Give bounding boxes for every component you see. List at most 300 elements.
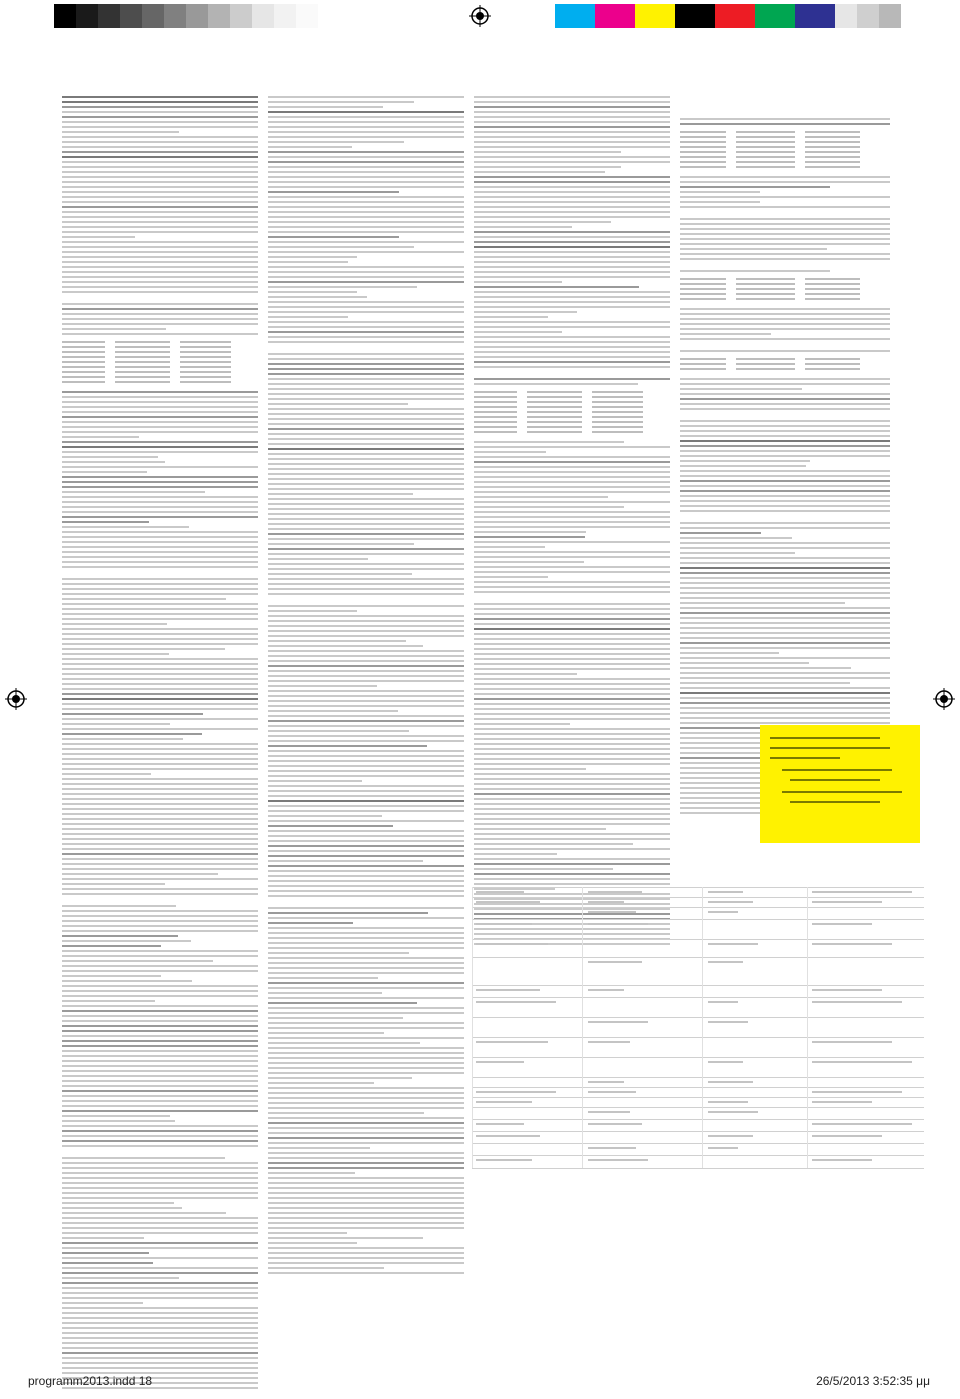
text-line [474, 191, 670, 193]
text-line [268, 855, 464, 857]
text-line [62, 960, 213, 962]
text-line [474, 873, 670, 875]
inline-table-row [62, 351, 258, 353]
text-line [474, 668, 670, 670]
text-line [62, 308, 258, 310]
text-line [474, 378, 670, 380]
text-line [268, 800, 464, 802]
table-cell-text [476, 1159, 532, 1161]
text-line [680, 186, 830, 188]
text-line [268, 548, 464, 550]
text-line [268, 336, 464, 338]
text-line [474, 161, 670, 163]
inline-table-row [680, 288, 890, 290]
text-line [62, 318, 258, 320]
text-line [680, 662, 809, 664]
text-line [680, 465, 806, 467]
text-line [268, 266, 464, 268]
text-line [62, 1005, 258, 1007]
text-line [268, 568, 464, 570]
inline-table-cell [736, 166, 795, 168]
table-cell-text [476, 1041, 548, 1043]
text-line [268, 463, 464, 465]
inline-table-cell [592, 411, 643, 413]
text-line [62, 1025, 258, 1027]
text-column-4 [680, 118, 890, 817]
text-line [62, 491, 205, 493]
text-line [268, 341, 464, 343]
text-line [474, 653, 670, 655]
inline-table-cell [592, 421, 643, 423]
text-line [62, 1162, 258, 1164]
table-cell-text [588, 911, 636, 913]
inline-table-cell [680, 293, 726, 295]
inline-table-cell [115, 346, 170, 348]
text-line [268, 458, 464, 460]
inline-table-row [474, 431, 670, 433]
text-line [680, 328, 890, 330]
text-line [474, 206, 670, 208]
text-line [62, 186, 258, 188]
text-line [62, 561, 258, 563]
text-line [268, 241, 464, 243]
inline-table-cell [680, 298, 726, 300]
text-line [268, 161, 464, 163]
inline-table-cell [474, 396, 517, 398]
text-line [62, 878, 258, 880]
text-line [62, 613, 258, 615]
text-line [62, 401, 258, 403]
text-line [62, 1115, 170, 1117]
table-cell-text [588, 1021, 648, 1023]
table-cell-text [812, 1101, 872, 1103]
text-line [268, 1162, 464, 1164]
inline-table-row [680, 363, 890, 365]
text-line [268, 1232, 347, 1234]
text-line [268, 825, 393, 827]
text-line [62, 201, 258, 203]
text-line [62, 935, 178, 937]
text-line [680, 562, 890, 564]
text-line [268, 1012, 464, 1014]
paragraph-gap [680, 343, 890, 350]
text-line [268, 231, 464, 233]
text-line [62, 236, 135, 238]
text-line [474, 788, 670, 790]
table-cell-text [708, 943, 758, 945]
text-line [268, 810, 464, 812]
text-line [474, 181, 670, 183]
text-line [62, 663, 258, 665]
notice-text-line [790, 779, 880, 781]
inline-table-row [474, 391, 670, 393]
text-line [268, 760, 464, 762]
text-line [62, 915, 258, 917]
text-line [680, 270, 830, 272]
table-cell-text [476, 891, 524, 893]
text-line [474, 216, 670, 218]
color-swatch [555, 4, 595, 28]
text-line [680, 582, 890, 584]
text-line [268, 815, 382, 817]
text-line [680, 637, 890, 639]
text-line [62, 566, 258, 568]
text-line [474, 713, 670, 715]
text-line [62, 1327, 258, 1329]
text-line [680, 622, 890, 624]
inline-table-row [62, 361, 258, 363]
color-swatch [120, 4, 142, 28]
text-line [62, 1227, 258, 1229]
text-line [268, 740, 464, 742]
text-line [62, 1182, 258, 1184]
text-line [268, 508, 464, 510]
text-line [268, 860, 423, 862]
text-line [268, 423, 464, 425]
text-line [680, 475, 890, 477]
text-line [62, 693, 258, 695]
table-cell-text [812, 1123, 912, 1125]
text-line [474, 723, 570, 725]
text-line [474, 823, 670, 825]
text-line [62, 1247, 258, 1249]
text-line [62, 1095, 258, 1097]
text-line [474, 521, 670, 523]
paragraph-gap [474, 371, 670, 378]
inline-table-cell [680, 368, 726, 370]
text-line [62, 1187, 258, 1189]
notice-text-line [790, 801, 880, 803]
inline-table-cell [527, 406, 582, 408]
text-line [62, 723, 170, 725]
text-line [62, 333, 258, 335]
color-swatch [835, 4, 857, 28]
text-line [268, 1172, 355, 1174]
inline-table-cell [680, 288, 726, 290]
text-line [62, 1120, 175, 1122]
text-line [268, 1087, 464, 1089]
table-cell-text [812, 923, 872, 925]
text-line [268, 912, 428, 914]
text-line [268, 947, 464, 949]
text-line [62, 471, 147, 473]
text-line [62, 955, 258, 957]
text-line [62, 511, 258, 513]
text-line [268, 695, 464, 697]
notice-text-line [770, 747, 890, 749]
text-line [62, 536, 258, 538]
text-line [62, 1140, 258, 1142]
inline-table-cell [736, 156, 795, 158]
text-line [474, 783, 670, 785]
text-line [268, 922, 353, 924]
text-line [62, 1135, 258, 1137]
color-swatch [76, 4, 98, 28]
text-line [680, 196, 890, 198]
inline-table-row [474, 401, 670, 403]
text-line [268, 665, 464, 667]
text-line [474, 441, 624, 443]
text-line [680, 647, 890, 649]
inline-table-cell [805, 293, 860, 295]
text-line [62, 1242, 258, 1244]
text-line [268, 805, 464, 807]
text-line [474, 236, 670, 238]
inline-table-cell [115, 361, 170, 363]
text-line [268, 890, 464, 892]
text-line [268, 418, 464, 420]
inline-table-row [680, 146, 890, 148]
text-line [474, 608, 670, 610]
table-cell-text [476, 989, 540, 991]
text-line [680, 206, 890, 208]
text-line [680, 617, 890, 619]
text-line [62, 718, 258, 720]
text-line [680, 612, 890, 614]
table-cell-text [812, 1061, 912, 1063]
text-line [268, 962, 464, 964]
color-swatch [54, 4, 76, 28]
text-line [62, 905, 176, 907]
text-line [62, 396, 258, 398]
text-line [474, 511, 670, 513]
text-line [474, 858, 670, 860]
text-line [268, 620, 464, 622]
text-line [62, 281, 258, 283]
text-line [268, 201, 464, 203]
inline-table-cell [527, 411, 582, 413]
registration-mark-left [5, 688, 27, 710]
text-column-3 [474, 96, 670, 948]
text-line [268, 428, 464, 430]
inline-table-cell [680, 358, 726, 360]
text-line [62, 221, 258, 223]
text-line [268, 453, 464, 455]
table-row-rule [472, 1077, 924, 1078]
text-line [680, 435, 890, 437]
text-line [268, 1022, 464, 1024]
inline-table-row [680, 166, 890, 168]
text-line [474, 196, 670, 198]
inline-table-cell [115, 381, 170, 383]
inline-table-row [62, 341, 258, 343]
text-line [474, 808, 670, 810]
text-line [62, 106, 258, 108]
text-line [268, 640, 406, 642]
text-line [62, 1342, 258, 1344]
text-line [268, 373, 464, 375]
text-line [268, 326, 464, 328]
text-line [680, 233, 890, 235]
text-line [268, 281, 464, 283]
text-line [474, 151, 621, 153]
text-line [62, 181, 258, 183]
text-line [62, 1322, 258, 1324]
text-line [474, 356, 670, 358]
text-line [62, 266, 258, 268]
text-line [268, 1252, 464, 1254]
inline-table-cell [62, 361, 105, 363]
inline-table-cell [527, 426, 582, 428]
text-line [268, 927, 464, 929]
text-line [62, 141, 258, 143]
text-line [62, 516, 258, 518]
text-line [474, 531, 586, 533]
text-line [474, 221, 611, 223]
text-line [474, 106, 670, 108]
text-line [268, 655, 464, 657]
text-line [62, 1145, 258, 1147]
text-line [62, 1157, 225, 1159]
inline-table-cell [474, 416, 517, 418]
text-line [268, 1067, 464, 1069]
text-line [680, 697, 890, 699]
text-line [62, 658, 258, 660]
text-line [268, 296, 367, 298]
text-line [680, 383, 890, 385]
text-line [62, 271, 258, 273]
text-line [474, 718, 670, 720]
table-cell-text [588, 923, 648, 925]
text-line [62, 1287, 258, 1289]
inline-table-row [474, 421, 670, 423]
text-line [680, 318, 890, 320]
inline-table-cell [62, 356, 105, 358]
inline-table-cell [680, 283, 726, 285]
text-line [268, 1237, 423, 1239]
text-line [62, 1297, 258, 1299]
inline-table-cell [805, 151, 860, 153]
text-line [62, 1085, 258, 1087]
color-swatch [879, 4, 901, 28]
paragraph-gap [62, 1150, 258, 1157]
color-swatch [857, 4, 879, 28]
text-line [268, 1197, 464, 1199]
text-line [474, 456, 670, 458]
text-line [680, 547, 890, 549]
text-line [474, 211, 670, 213]
text-line [268, 543, 414, 545]
text-line [62, 323, 258, 325]
slug-timestamp: 26/5/2013 3:52:35 μμ [816, 1374, 930, 1388]
inline-table-cell [736, 131, 795, 133]
text-line [268, 1007, 464, 1009]
text-line [268, 907, 464, 909]
table-row-rule [472, 997, 924, 998]
text-line [268, 615, 464, 617]
inline-table-row [62, 366, 258, 368]
text-line [680, 572, 890, 574]
inline-table-cell [805, 283, 860, 285]
inline-table-cell [62, 341, 105, 343]
text-line [268, 1177, 464, 1179]
text-line [474, 266, 670, 268]
text-line [268, 181, 464, 183]
text-line [268, 206, 464, 208]
text-line [62, 828, 258, 830]
text-line [474, 556, 670, 558]
table-cell-text [812, 1135, 882, 1137]
color-swatch [164, 4, 186, 28]
inline-table-cell [474, 401, 517, 403]
text-line [62, 863, 258, 865]
text-column-2 [268, 96, 464, 1277]
text-line [474, 868, 613, 870]
table-cell-text [588, 1111, 630, 1113]
text-line [62, 1367, 258, 1369]
text-line [680, 652, 779, 654]
text-line [268, 1107, 464, 1109]
text-line [62, 246, 258, 248]
text-line [268, 1132, 464, 1134]
text-line [268, 363, 464, 365]
text-line [680, 455, 890, 457]
text-line [62, 416, 258, 418]
text-line [268, 710, 398, 712]
text-line [268, 1267, 384, 1269]
table-cell-text [476, 1135, 540, 1137]
text-line [474, 683, 670, 685]
text-line [268, 473, 464, 475]
text-line [680, 378, 890, 380]
text-line [62, 578, 258, 580]
inline-table-cell [180, 381, 231, 383]
text-line [268, 1147, 370, 1149]
table-row-rule [472, 1107, 924, 1108]
text-line [680, 388, 802, 390]
text-line [474, 156, 670, 158]
inline-table-cell [180, 376, 231, 378]
paragraph-gap [62, 571, 258, 578]
text-line [62, 608, 258, 610]
text-line [268, 987, 464, 989]
text-line [62, 843, 258, 845]
text-line [474, 116, 670, 118]
text-line [474, 773, 670, 775]
text-line [62, 883, 165, 885]
text-line [268, 276, 464, 278]
text-line [62, 1277, 179, 1279]
text-line [62, 1257, 258, 1259]
text-line [268, 750, 464, 752]
inline-table-cell [805, 146, 860, 148]
text-line [268, 261, 348, 263]
text-line [268, 715, 464, 717]
text-line [62, 1267, 258, 1269]
text-line [268, 523, 464, 525]
text-line [62, 431, 258, 433]
text-line [268, 1082, 374, 1084]
inline-table-cell [592, 426, 643, 428]
text-line [268, 1257, 464, 1259]
text-line [62, 1292, 258, 1294]
text-line [62, 838, 258, 840]
text-line [680, 201, 760, 203]
text-line [62, 1020, 258, 1022]
inline-table-cell [805, 363, 860, 365]
text-line [268, 610, 357, 612]
inline-table-cell [592, 401, 643, 403]
text-line [62, 808, 258, 810]
text-line [680, 176, 890, 178]
text-line [62, 643, 258, 645]
text-line [62, 733, 202, 735]
text-line [62, 603, 258, 605]
text-line [474, 286, 639, 288]
color-swatch [230, 4, 252, 28]
text-line [62, 1307, 258, 1309]
text-line [62, 1130, 258, 1132]
